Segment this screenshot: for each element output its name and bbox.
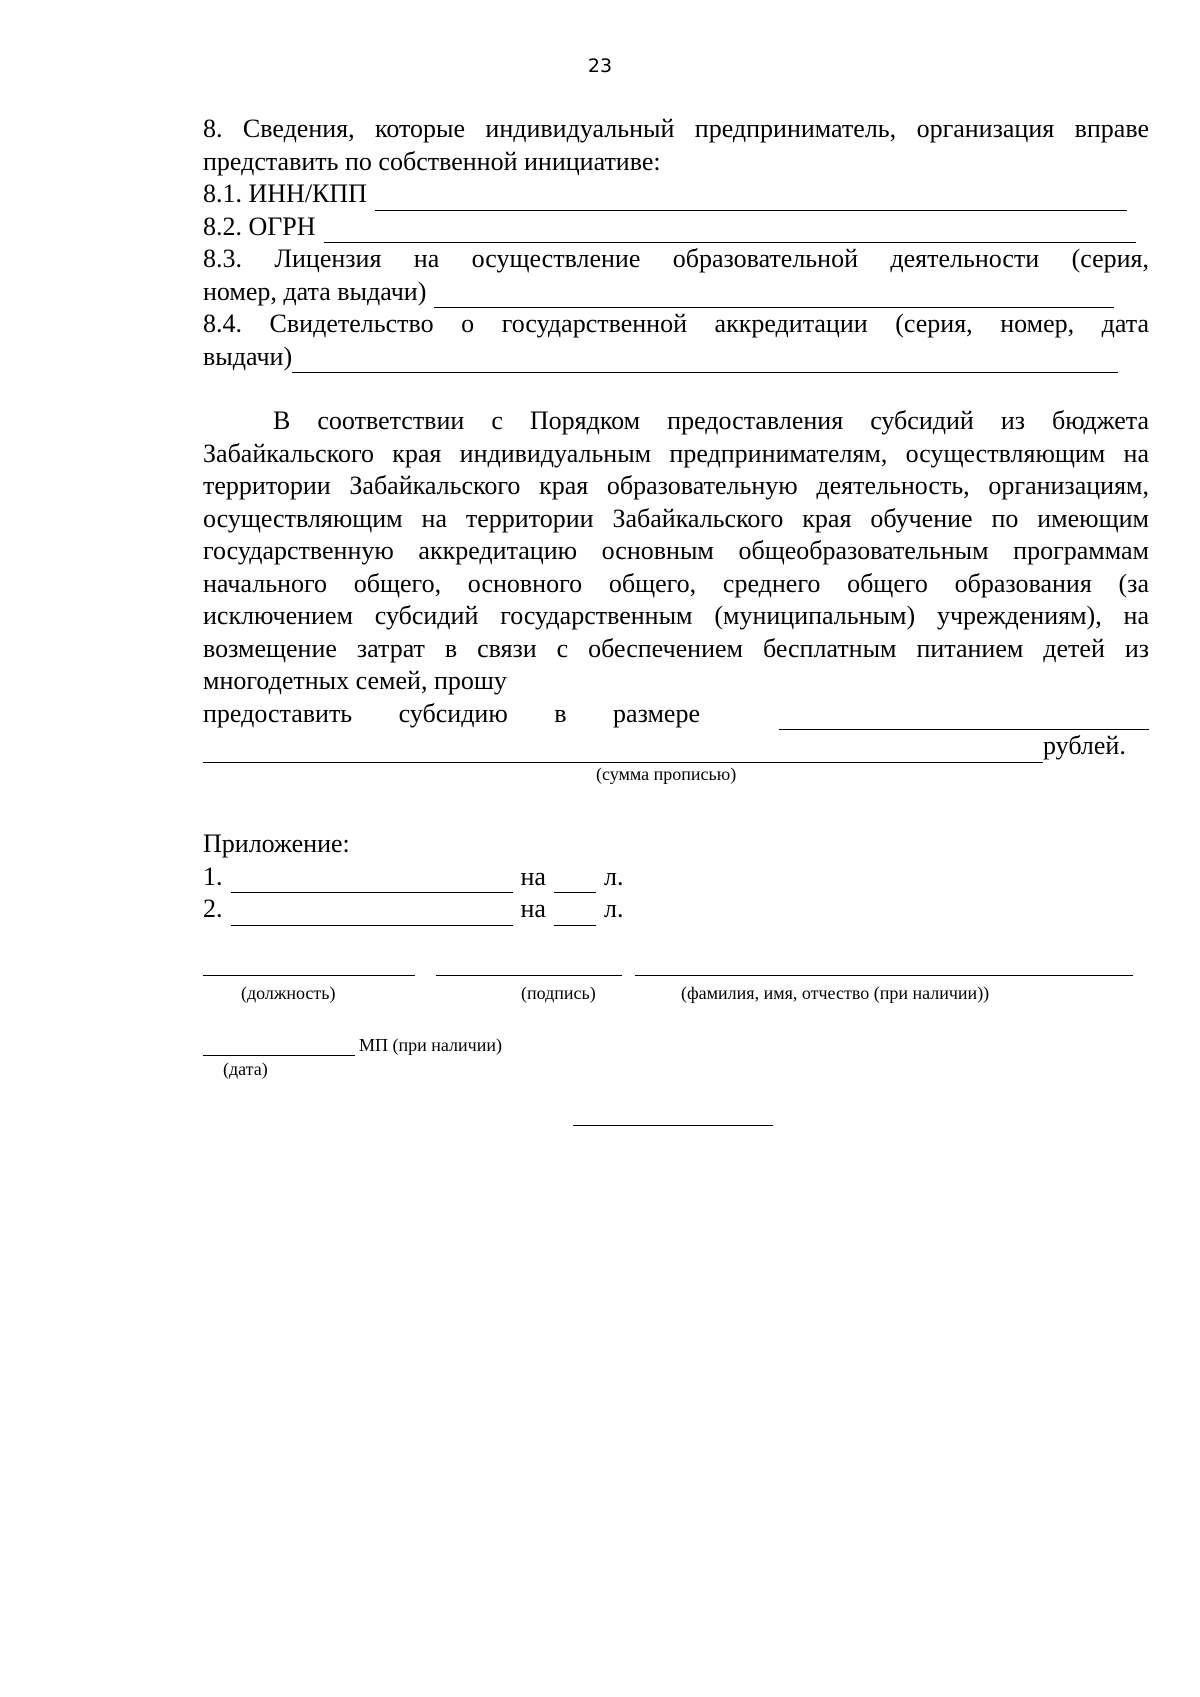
amount-label: предоставить субсидию в размере xyxy=(203,698,701,728)
page-number: 23 xyxy=(587,55,613,77)
inn-kpp-row xyxy=(203,178,1149,211)
position-label: (должность) xyxy=(241,983,336,1003)
section-8-heading: 8. Сведения, которые индивидуальный предприниматель, организация вправе представить по собственной инициативе: xyxy=(203,114,1149,176)
attachments-block xyxy=(203,828,1149,926)
stamp-label: МП (при наличии) xyxy=(359,1035,502,1055)
date-field[interactable] xyxy=(203,1037,355,1056)
amount-words-field[interactable] xyxy=(203,738,1043,763)
attachment-on-label: на xyxy=(520,861,546,891)
request-block xyxy=(203,405,1149,785)
attachment-number: 2. xyxy=(203,894,223,923)
accreditation-row xyxy=(203,341,1149,374)
attachment-sheets-label: л. xyxy=(603,861,624,891)
amount-row xyxy=(203,698,1149,731)
accreditation-label-line1: 8.4. Свидетельство о государственной аккредитации (серия, номер, дата xyxy=(203,309,1149,338)
request-paragraph xyxy=(203,405,1149,698)
inn-kpp-field[interactable] xyxy=(375,186,1127,211)
attachment-sheets-label: л. xyxy=(603,894,624,923)
position-field[interactable] xyxy=(203,975,415,976)
date-label: (дата) xyxy=(223,1059,268,1079)
attachment-row-2 xyxy=(203,893,1149,926)
signature-label: (подпись) xyxy=(521,983,596,1003)
ogrn-label: 8.2. ОГРН xyxy=(203,211,316,241)
accreditation-field[interactable] xyxy=(292,348,1118,373)
attachment-name-field[interactable] xyxy=(231,901,513,926)
full-name-field[interactable] xyxy=(635,975,1133,976)
inn-kpp-label: 8.1. ИНН/КПП xyxy=(203,179,367,208)
attachment-sheets-field[interactable] xyxy=(554,868,596,893)
ogrn-field[interactable] xyxy=(324,218,1136,243)
attachment-on-label: на xyxy=(520,894,546,923)
request-paragraph-text: В соответствии с Порядком предоставления субсидий из бюджета Забайкальского края индивидуальным предпринимателям, осуществляющим на территории Забайкальского края образовательную деятельность, организациям, осуществляющим на территории Забайкальского края обучение по имеющим государственную аккредитацию основным общеобразовательным программам начального общего, основного общего, среднего общего образования (за исключением субсидий государственным (муниципальным) учреждениям), на возмещение затрат в связи с обеспечением бесплатным питанием детей из многодетных семей, прошу xyxy=(203,406,1149,695)
license-row xyxy=(203,276,1149,309)
amount-digits-field[interactable] xyxy=(779,705,1149,730)
currency-label: рублей. xyxy=(1043,731,1126,760)
license-field[interactable] xyxy=(434,283,1114,308)
signature-row xyxy=(203,975,1133,1003)
license-label-line1: 8.3. Лицензия на осуществление образовательной деятельности (серия, xyxy=(203,244,1149,273)
amount-caption: (сумма прописью) xyxy=(596,763,737,784)
signature-field[interactable] xyxy=(436,975,622,976)
ogrn-row xyxy=(203,211,1149,244)
attachment-sheets-field[interactable] xyxy=(554,901,596,926)
attachments-heading: Приложение: xyxy=(203,829,350,858)
date-stamp-block xyxy=(203,1034,803,1080)
amount-words-row xyxy=(203,730,1149,763)
date-stamp-row xyxy=(203,1034,803,1056)
accreditation-label-line2: выдачи) xyxy=(203,341,293,371)
section-8 xyxy=(203,113,1149,373)
closing-divider xyxy=(573,1125,773,1126)
attachment-number: 1. xyxy=(203,861,223,891)
full-name-label: (фамилия, имя, отчество (при наличии)) xyxy=(681,983,990,1003)
license-label-line2: номер, дата выдачи) xyxy=(203,276,427,306)
attachment-name-field[interactable] xyxy=(231,868,513,893)
attachment-row-1 xyxy=(203,861,1149,894)
